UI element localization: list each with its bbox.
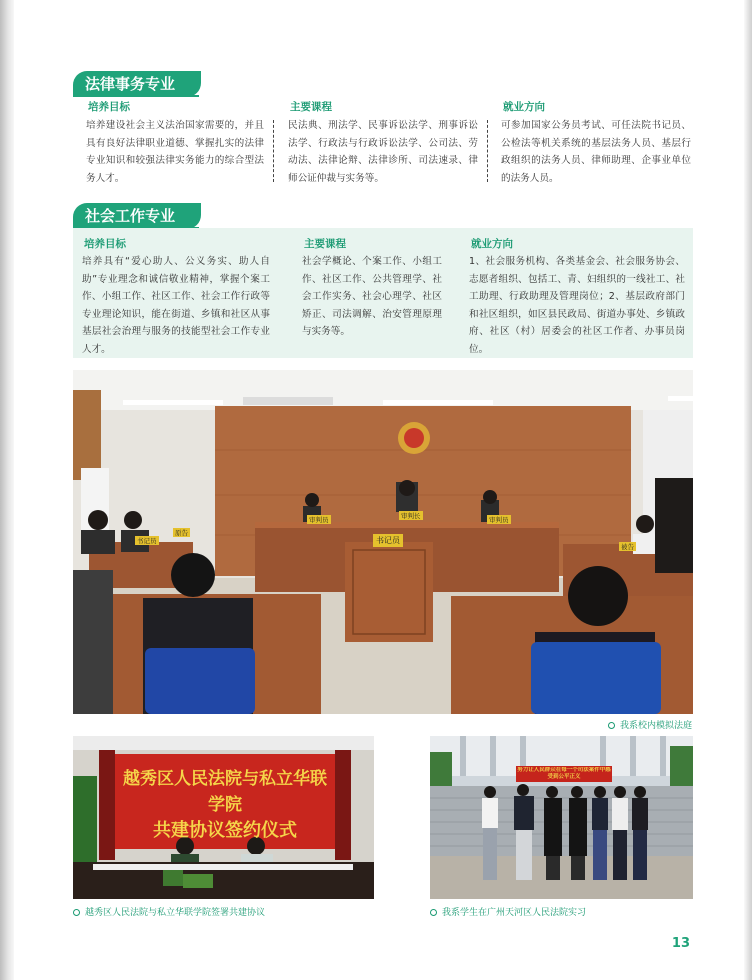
social-courses-text: 社会学概论、个案工作、小组工作、社区工作、公共管理学、社会工作实务、社会心理学、社区矫正、司法调解、治安管理原理与实务等。: [302, 256, 442, 337]
placard-judge-right: 审判员: [489, 516, 509, 524]
law-career-text: 可参加国家公务员考试、可任法院书记员、公检法等机关系统的基层法务人员、基层行政组织的法务人员、律师助理、企事业单位的法务人员。: [501, 120, 691, 184]
mock-court-caption-text: 我系校内模拟法庭: [620, 721, 693, 731]
placard-chief-judge: 审判长: [401, 512, 421, 520]
placard-left-table: 书记员: [137, 537, 157, 545]
caption-bullet-icon: [608, 722, 615, 729]
page-spine-shadow: [0, 0, 14, 980]
social-career-title: 就业方向: [471, 238, 513, 250]
signing-ceremony-photo: [73, 736, 374, 899]
social-goal-text: 培养具有“爱心助人、公义务实、助人自助”专业理念和诚信敬业精神，掌握个案工作、小组工作、社区工作、社会工作行政等专业理论知识，能在街道、乡镇和社区从事基层社会治理与服务的技能型社会工作专业人才。: [82, 256, 270, 355]
law-heading-underline: [73, 95, 199, 97]
internship-photo: [430, 736, 693, 899]
social-career-text: 1、社会服务机构、各类基金会、社会服务协会、志愿者组织、包括工、青、妇组织的一线社工、社工助理、行政助理及管理岗位；2、基层政府部门和社区组织，如区县民政局、街道办事处、乡镇政府、社区（村）居委会的社区工作者、办事员岗位。: [469, 256, 685, 355]
placard-clerk: 书记员: [373, 534, 403, 547]
mock-court-caption: [608, 718, 692, 731]
social-courses-title: 主要课程: [304, 238, 346, 250]
law-divider-2: [487, 120, 488, 182]
signing-caption: [73, 905, 265, 918]
page-edge-shadow: [744, 0, 752, 980]
social-section-heading: 社会工作专业: [73, 203, 201, 229]
caption-bullet-icon: [73, 909, 80, 916]
internship-banner: 努力让人民群众在每一个司法案件中感受到公平正义: [517, 767, 611, 780]
page-number: 13: [671, 936, 690, 951]
signing-caption-text: 越秀区人民法院与私立华联学院签署共建协议: [85, 908, 266, 918]
internship-caption-text: 我系学生在广州天河区人民法院实习: [442, 908, 587, 918]
law-section-heading: 法律事务专业: [73, 71, 201, 97]
signing-banner-line-1: 越秀区人民法院与私立华联学院: [123, 769, 327, 815]
law-divider-1: [273, 120, 274, 182]
social-goal-title: 培养目标: [84, 238, 126, 250]
caption-bullet-icon: [430, 909, 437, 916]
law-goal-text: 培养建设社会主义法治国家需要的，并且具有良好法律职业道德、掌握扎实的法律专业知识和较强法律实务能力的综合型法务人才。: [86, 120, 264, 184]
law-courses-title: 主要课程: [290, 101, 332, 113]
law-goal-title: 培养目标: [88, 101, 130, 113]
internship-caption: [430, 905, 586, 918]
law-career-title: 就业方向: [503, 101, 545, 113]
law-courses-text: 民法典、刑法学、民事诉讼法学、刑事诉讼法学、行政法与行政诉讼法学、公司法、劳动法、法律论辩、法律诊所、司法速录、律师公证仲裁与实务等。: [288, 120, 478, 184]
placard-defendant: 被告: [621, 543, 634, 551]
mock-court-photo: [73, 370, 693, 714]
placard-judge-left: 审判员: [309, 516, 329, 524]
signing-banner-line-2: 共建协议签约仪式: [153, 820, 297, 841]
signing-banner: [115, 766, 335, 844]
placard-plaintiff: 原告: [175, 529, 188, 537]
